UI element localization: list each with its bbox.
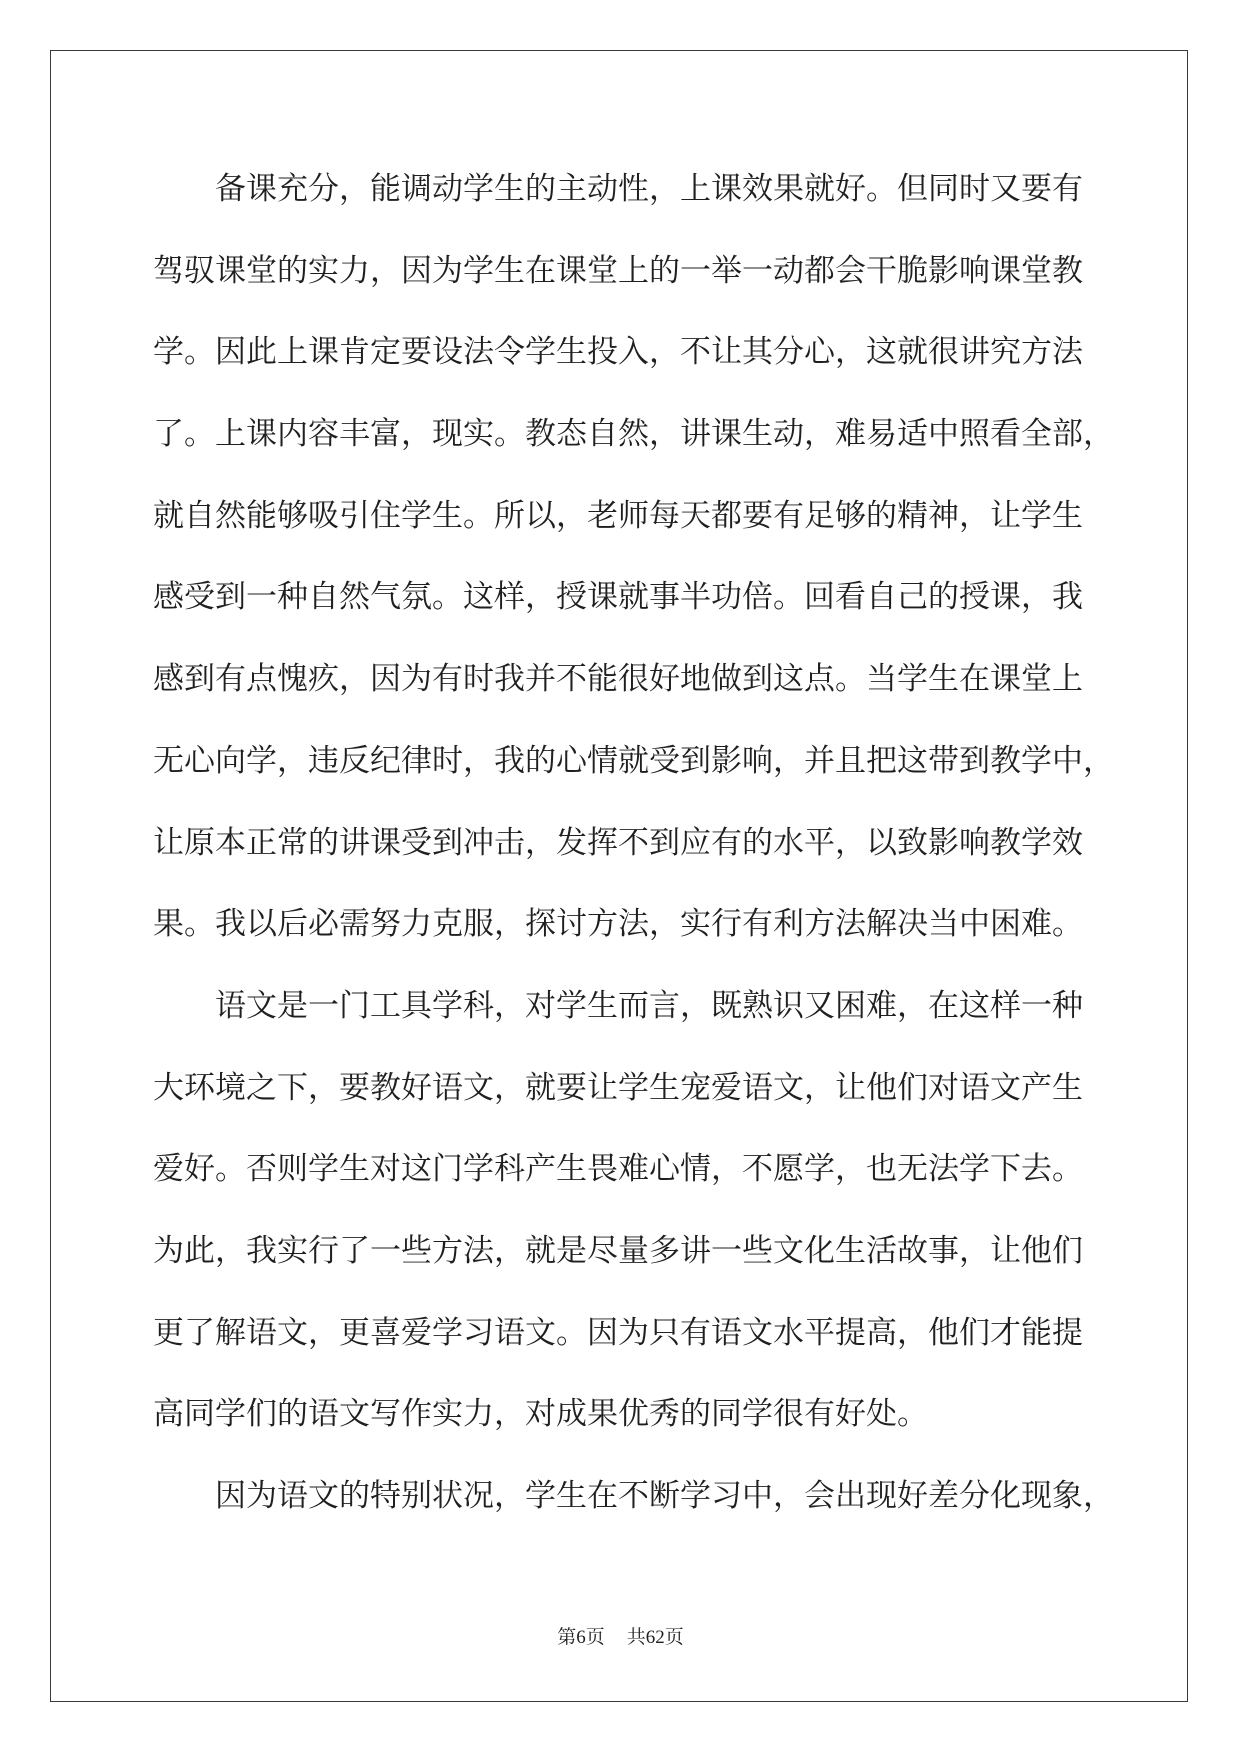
text-line: 了。上课内容丰富，现实。教态自然，讲课生动，难易适中照看全部， (153, 416, 1114, 453)
text-line: 因为语文的特别状况，学生在不断学习中，会出现好差分化现象， (215, 1478, 1114, 1514)
text-line: 高同学们的语文写作实力，对成果优秀的同学很有好处。 (153, 1396, 928, 1433)
paragraph-2 (153, 966, 1153, 1456)
text-line: 为此，我实行了一些方法，就是尽量多讲一些文化生活故事，让他们 (153, 1232, 1083, 1269)
page-total: 共62页 (626, 1627, 684, 1648)
text-line: 让原本正常的讲课受到冲击，发挥不到应有的水平，以致影响教学效 (153, 824, 1083, 861)
document-body (153, 149, 1153, 1538)
text-line: 果。我以后必需努力克服，探讨方法，实行有利方法解决当中困难。 (153, 906, 1083, 943)
page-footer (0, 1624, 1241, 1652)
text-line: 爱好。否则学生对这门学科产生畏难心情，不愿学，也无法学下去。 (153, 1151, 1083, 1188)
page-number: 第6页 (557, 1627, 605, 1648)
text-line: 感到有点愧疚，因为有时我并不能很好地做到这点。当学生在课堂上 (153, 661, 1083, 698)
text-line: 学。因此上课肯定要设法令学生投入，不让其分心，这就很讲究方法 (153, 334, 1083, 371)
text-line: 感受到一种自然气氛。这样，授课就事半功倍。回看自己的授课，我 (153, 579, 1083, 616)
text-line: 备课充分，能调动学生的主动性，上课效果就好。但同时又要有 (215, 171, 1083, 207)
text-line: 就自然能够吸引住学生。所以，老师每天都要有足够的精神，让学生 (153, 497, 1083, 534)
text-line: 大环境之下，要教好语文，就要让学生宠爱语文，让他们对语文产生 (153, 1069, 1083, 1106)
text-line: 驾驭课堂的实力，因为学生在课堂上的一举一动都会干脆影响课堂教 (153, 252, 1083, 289)
text-line: 更了解语文，更喜爱学习语文。因为只有语文水平提高，他们才能提 (153, 1314, 1083, 1351)
paragraph-1 (153, 149, 1153, 966)
text-line: 无心向学，违反纪律时，我的心情就受到影响，并且把这带到教学中， (153, 742, 1114, 779)
text-line: 语文是一门工具学科，对学生而言，既熟识又困难，在这样一种 (215, 987, 1083, 1024)
paragraph-3 (153, 1456, 1153, 1538)
